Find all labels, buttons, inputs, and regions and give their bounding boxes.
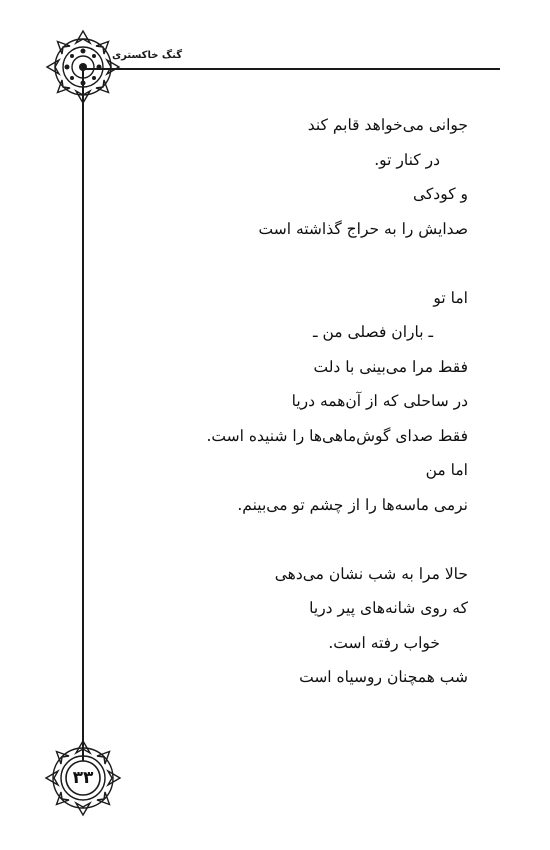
poem-line: فقط صدای گوش‌ماهی‌ها را شنیده است. (206, 426, 468, 445)
header-rule (82, 68, 500, 70)
poem-line: صدایش را به حراج گذاشته است (258, 219, 468, 238)
poem-line: فقط مرا می‌بینی با دلت (313, 357, 468, 376)
margin-rule (82, 70, 84, 770)
poem-line: حالا مرا به شب نشان می‌دهی (274, 564, 468, 583)
poem-line: اما تو (433, 288, 468, 307)
rosette-ornament-icon (43, 27, 123, 107)
poem-line: خواب رفته است. (328, 633, 440, 652)
book-title: گنگ خاکستری (112, 50, 183, 61)
poem-line: اما من (425, 461, 468, 479)
poem-text (108, 108, 468, 695)
page-number: ۳۳ (72, 768, 94, 788)
poem-line: و کودکی (413, 185, 468, 203)
poem-line: نرمی ماسه‌ها را از چشم تو می‌بینم. (237, 495, 468, 514)
poem-line: شب همچنان روسیاه است (299, 668, 468, 686)
poem-line: در کنار تو. (374, 150, 440, 169)
poem-line: که روی شانه‌های پیر دریا (309, 599, 468, 617)
poem-line: ـ باران فصلی من ـ (312, 323, 433, 341)
poem-line: جوانی می‌خواهد قابم کند (307, 116, 468, 134)
stanza-break (108, 522, 468, 557)
stanza-break (108, 246, 468, 281)
poem-line: در ساحلی که از آن‌همه دریا (291, 392, 468, 410)
